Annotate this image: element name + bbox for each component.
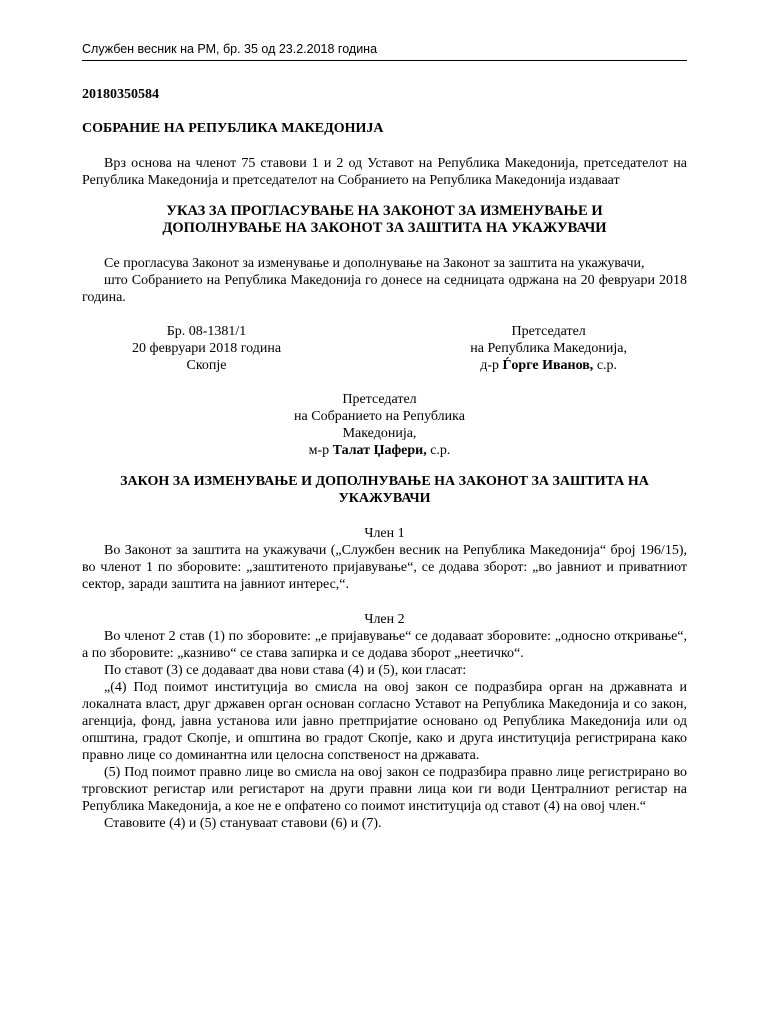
president-signature [470, 323, 627, 374]
preamble: Врз основа на членот 75 ставови 1 и 2 од Уставот на Република Македонија, претседателот на Република Македонија и претседателот на Собранието на Република Македонија издаваат [82, 156, 687, 188]
law-title [82, 473, 687, 507]
president-signed: с.р. [593, 358, 618, 373]
law-title-line2: УКАЖУВАЧИ [338, 491, 431, 506]
document-body [82, 86, 687, 832]
article-2-paragraph-2: По ставот (3) се додаваат два нови става (4) и (5), кои гласат: [104, 663, 467, 678]
decree-reference [132, 323, 281, 374]
article-2-paragraph-3: „(4) Под поимот институција во смисла на овој закон се подразбира орган на државната и локалната власт, друг државен орган основан согласно Уставот на Република Македонија и со закон, агенција, фонд, јавна установа или јавно претпријатие основано од Република Македонија или од општина, градот Скопје, и општина во градот Скопје, како и друга институција регистрирана како правно лице со доминантна или целосна сопственост на државата. [82, 680, 687, 763]
decree-title-line2: ДОПОЛНУВАЊЕ НА ЗАКОНОТ ЗА ЗАШТИТА НА УКАЖУВАЧИ [162, 220, 607, 236]
decree-title-line1: УКАЗ ЗА ПРОГЛАСУВАЊЕ НА ЗАКОНОТ ЗА ИЗМЕНУВАЊЕ И [166, 203, 603, 219]
article-2-paragraph-5: Ставовите (4) и (5) стануваат ставови (6) и (7). [104, 816, 382, 831]
speaker-title-line2: на Собранието на Република [294, 409, 465, 424]
proclamation-date-text: што Собранието на Република Македонија го донесе на седницата одржана на 20 февруари 2018 година. [82, 273, 687, 305]
article-2-paragraph-4: (5) Под поимот правно лице во смисла на овој закон се подразбира правно лице регистрирано во трговскиот регистар или регистарот на други правни лица кои ги води Централниот регистар на Република Македонија, а кое не е опфатено со поимот институција од ставот (4) на овој член.“ [82, 765, 687, 814]
decree-number: Бр. 08-1381/1 [166, 324, 247, 339]
president-title-line2: на Република Македонија, [470, 341, 627, 356]
article-1-text: Во Законот за заштита на укажувачи („Службен весник на Република Македонија“ број 196/15), во членот 1 по зборовите: „заштитеното пријавување“, се додава зборот: „во јавниот и приватниот сектор, заради заштита на јавниот интерес,“. [82, 543, 687, 592]
decree-title [82, 203, 687, 237]
speaker-signed: с.р. [426, 443, 451, 458]
signature-row [82, 323, 687, 374]
president-degree: д-р [480, 358, 503, 373]
assembly-title: СОБРАНИЕ НА РЕПУБЛИКА МАКЕДОНИЈА [82, 121, 384, 136]
article-1-heading: Член 1 [364, 526, 405, 541]
gazette-header: Службен весник на РМ, бр. 35 од 23.2.2018 година [82, 42, 378, 56]
document-number: 20180350584 [82, 87, 159, 102]
article-2-paragraph-1: Во членот 2 став (1) по зборовите: „е пријавување“ се додаваат зборовите: „односно откривање“, а по зборовите: „казниво“ се става запирка и се додава зборот „неетичко“. [82, 629, 687, 661]
speaker-degree: м-р [308, 443, 333, 458]
law-title-line1: ЗАКОН ЗА ИЗМЕНУВАЊЕ И ДОПОЛНУВАЊЕ НА ЗАКОНОТ ЗА ЗАШТИТА НА [120, 474, 649, 489]
president-name: Ѓорге Иванов, [502, 358, 594, 373]
decree-date: 20 февруари 2018 година [132, 341, 282, 356]
speaker-title-line3: Македонија, [342, 426, 417, 441]
speaker-name: Талат Џафери, [332, 443, 427, 458]
header-divider [82, 60, 687, 61]
speaker-name-line [72, 442, 687, 459]
president-title: Претседател [511, 324, 586, 339]
proclamation-text: Се прогласува Законот за изменување и дополнување на Законот за заштита на укажувачи, [104, 256, 645, 271]
speaker-signature [72, 391, 687, 459]
article-2-heading: Член 2 [364, 612, 405, 627]
decree-place: Скопје [186, 358, 227, 373]
speaker-title: Претседател [342, 392, 417, 407]
president-name-line [470, 357, 627, 374]
